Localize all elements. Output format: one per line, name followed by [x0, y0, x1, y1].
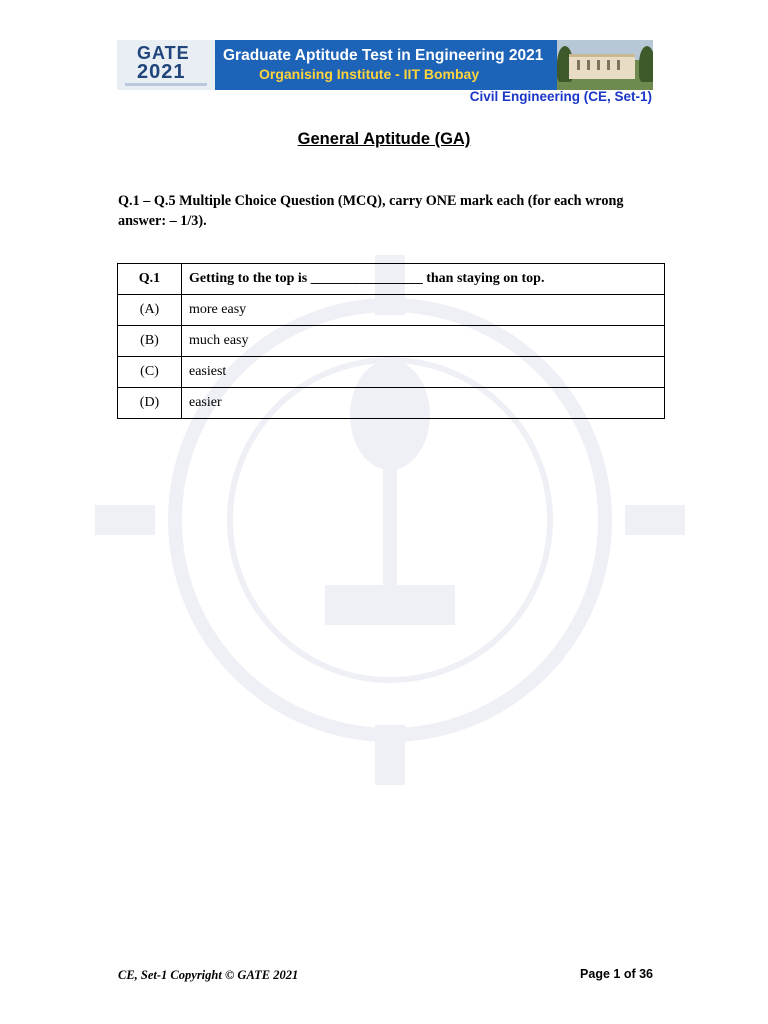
question-text: Getting to the top is ________________ than staying on top. — [182, 264, 665, 295]
question-number: Q.1 — [118, 264, 182, 295]
question-row — [118, 264, 665, 295]
gate-logo — [117, 40, 215, 90]
section-instruction: Q.1 – Q.5 Multiple Choice Question (MCQ), carry ONE mark each (for each wrong answer: – 1/3). — [118, 193, 624, 229]
logo-tagline-bar — [125, 83, 207, 86]
option-label: (C) — [118, 357, 182, 388]
banner-subtitle: Organising Institute - IIT Bombay — [259, 66, 480, 82]
header-banner — [117, 40, 653, 90]
logo-line1: GATE — [137, 43, 190, 63]
option-row — [118, 295, 665, 326]
option-label: (B) — [118, 326, 182, 357]
question-table — [117, 263, 665, 419]
page-number: Page 1 of 36 — [580, 967, 653, 981]
option-label: (A) — [118, 295, 182, 326]
option-text: easiest — [182, 357, 665, 388]
subject-label: Civil Engineering (CE, Set-1) — [469, 89, 652, 104]
option-label: (D) — [118, 388, 182, 419]
option-text: easier — [182, 388, 665, 419]
section-title: General Aptitude (GA) — [297, 130, 471, 148]
option-row — [118, 388, 665, 419]
option-text: more easy — [182, 295, 665, 326]
footer-copyright: CE, Set-1 Copyright © GATE 2021 — [118, 968, 299, 982]
option-text: much easy — [182, 326, 665, 357]
option-row — [118, 326, 665, 357]
tree-shape — [639, 46, 653, 82]
banner-text — [215, 40, 557, 90]
campus-building-image — [557, 40, 653, 90]
option-row — [118, 357, 665, 388]
banner-title: Graduate Aptitude Test in Engineering 2021 — [223, 47, 544, 64]
logo-line2: 2021 — [137, 61, 186, 83]
